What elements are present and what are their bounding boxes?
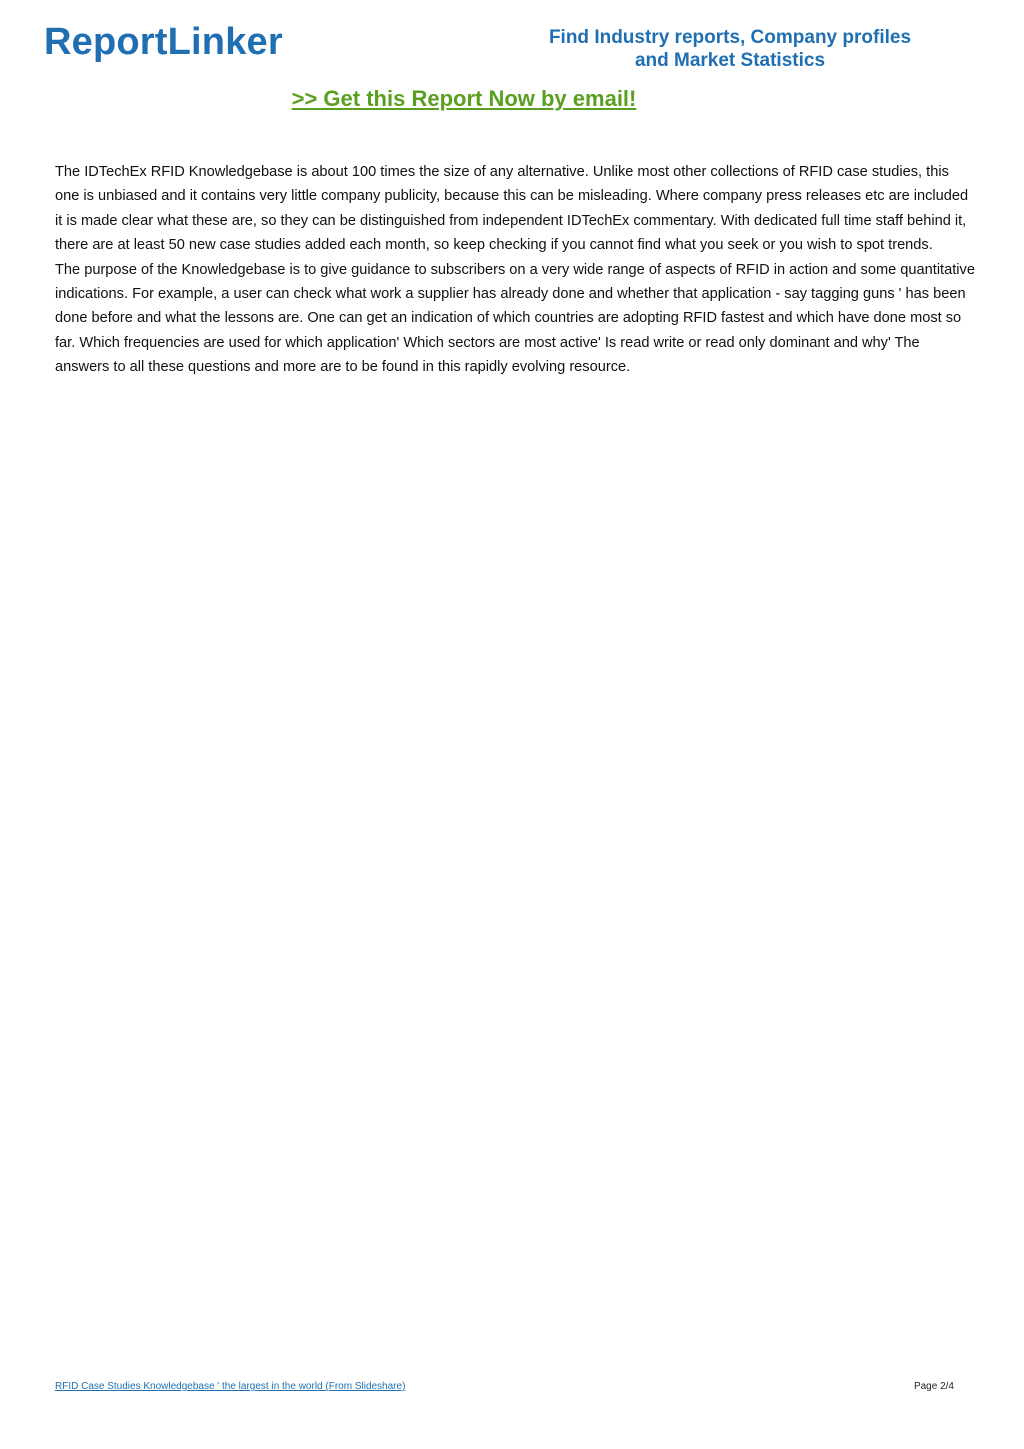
tagline-line-1: Find Industry reports, Company profiles	[548, 27, 912, 48]
page-number: Page 2/4	[913, 1381, 954, 1392]
header-tagline	[510, 26, 950, 72]
summary-paragraph-2: The purpose of the Knowledgebase is to give guidance to subscribers on a very wide range of aspects of RFID in action and some quantitative indications. For example, a user can check what work a supplier has already done and whether that application - say tagging guns ' has been done before and what the lessons are. One can get an indication of which countries are adopting RFID fastest and which have done most so far. Which frequencies are used for which application' Which sectors are most active' Is read write or read only dominant and why' The answers to all these questions and more are to be found in this rapidly evolving resource.	[55, 261, 975, 376]
report-summary	[55, 160, 975, 380]
reportlinker-logo[interactable]: ReportLinker	[44, 21, 283, 63]
tagline-line-2: and Market Statistics	[634, 50, 826, 71]
summary-paragraph-1: The IDTechEx RFID Knowledgebase is about 100 times the size of any alternative. Unlike most other collections of RFID case studies, this one is unbiased and it contains very little company publicity, because this can be misleading. Where company press releases etc are included it is made clear what these are, so they can be distinguished from independent IDTechEx commentary. With dedicated full time staff behind it, there are at least 50 new case studies added each month, so keep checking if you cannot find what you seek or you wish to spot trends.	[55, 164, 969, 254]
get-report-email-link[interactable]: >> Get this Report Now by email!	[291, 86, 637, 111]
footer-source-link[interactable]: RFID Case Studies Knowledgebase ' the largest in the world (From Slideshare)	[55, 1381, 406, 1392]
